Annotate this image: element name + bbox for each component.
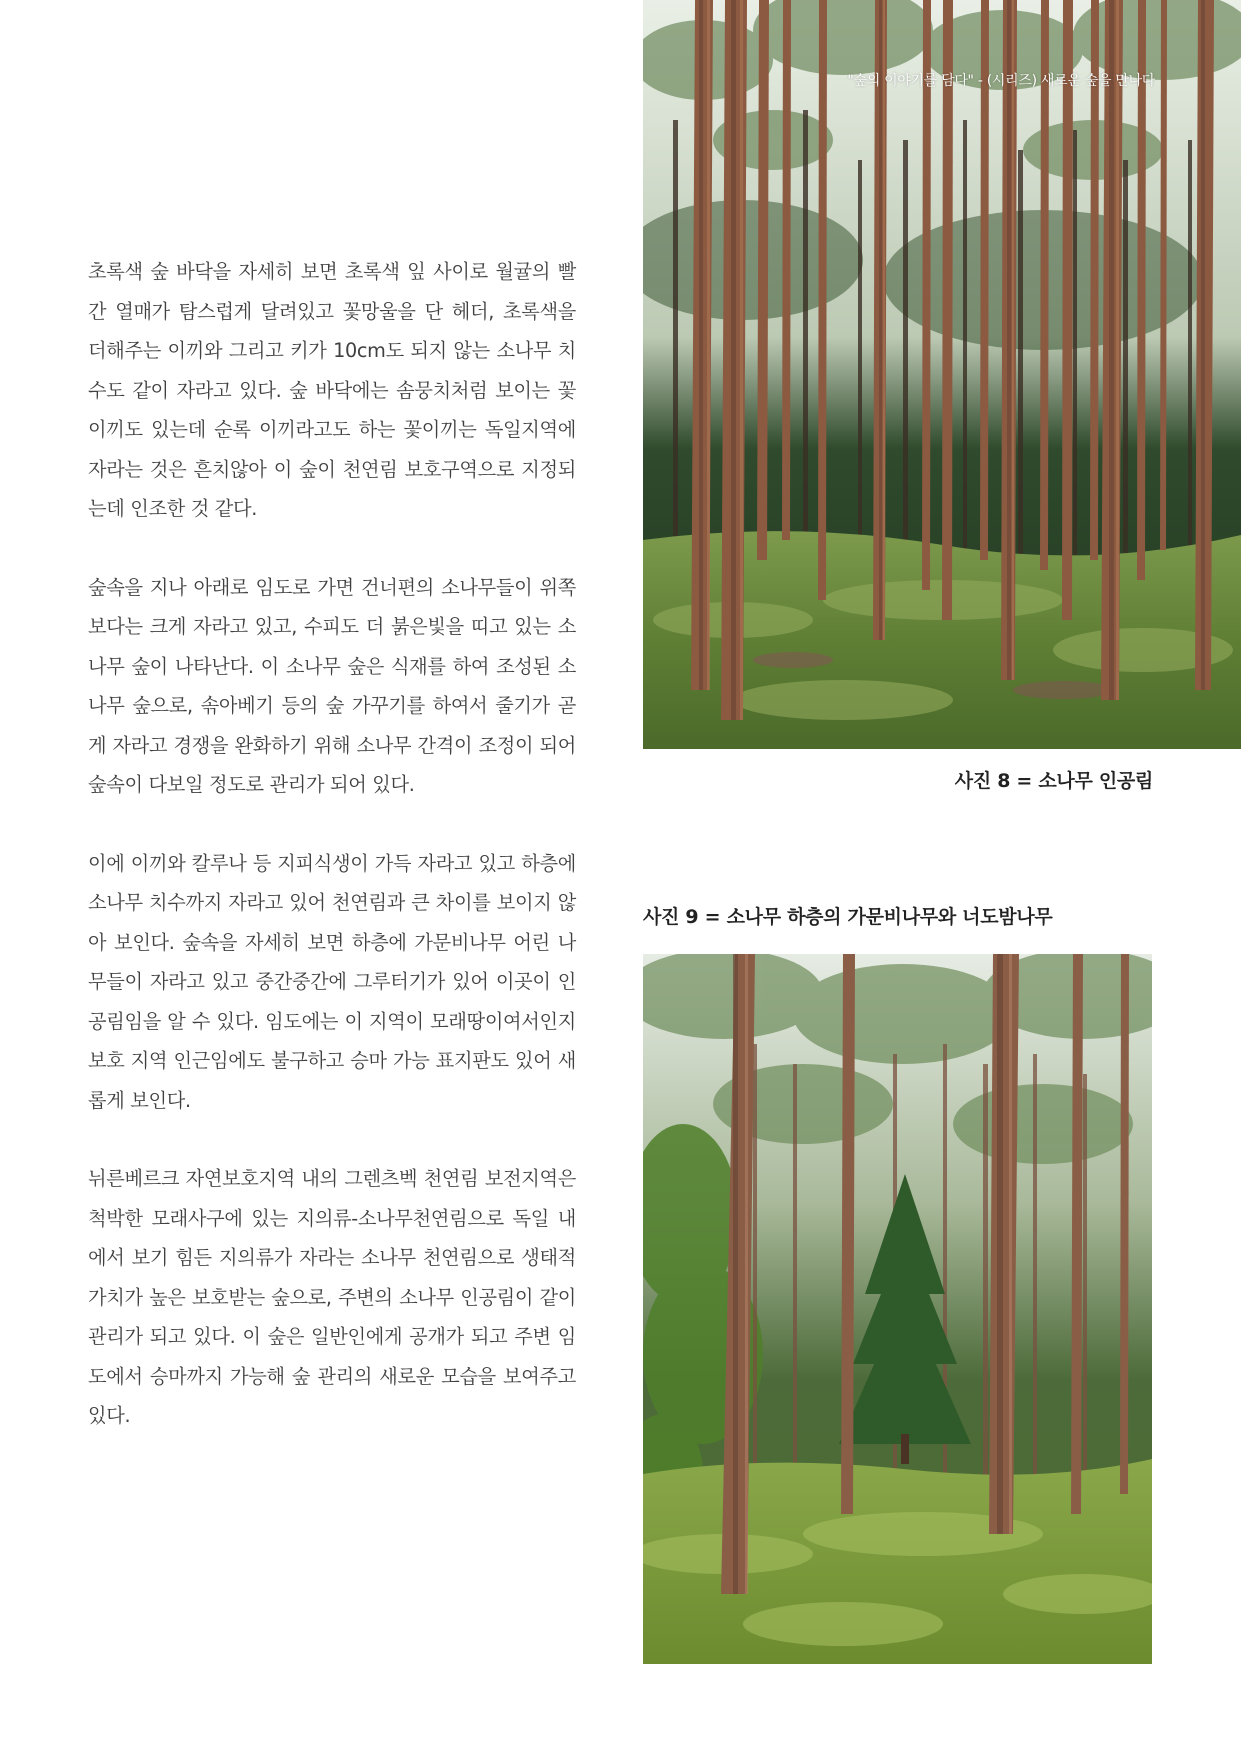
paragraph-3: 이에 이끼와 칼루나 등 지피식생이 가득 자라고 있고 하층에 소나무 치수까지 자라고 있어 천연림과 큰 차이를 보이지 않아 보인다. 숲속을 자세히 보면 하층에 가문비나무 어린 나무들이 자라고 있고 중간중간에 그루터기가 있어 이곳이 인공림임을 알 수 있다. 임도에는 이 지역이 모래땅이여서인지 보호 지역 인근임에도 불구하고 승마 가능 표지판도 있어 새롭게 보인다. [88, 851, 576, 1112]
photo-pine-plantation [643, 0, 1241, 749]
photo-spruce-beech-understory [643, 954, 1152, 1664]
paragraph-1: 초록색 숲 바닥을 자세히 보면 초록색 잎 사이로 월귤의 빨간 열매가 탐스럽게 달려있고 꽃망울을 단 헤더, 초록색을 더해주는 이끼와 그리고 키가 10cm도 되지 않는 소나무 치수도 같이 자라고 있다. 숲 바닥에는 솜뭉치처럼 보이는 꽃이끼도 있는데 순록 이끼라고도 하는 꽃이끼는 독일지역에 자라는 것은 흔치않아 이 숲이 천연림 보호구역으로 지정되는데 인조한 것 같다. [88, 260, 576, 520]
photo-9-caption: 사진 9 = 소나무 하층의 가문비나무와 너도밤나무 [643, 906, 1053, 928]
article-body [88, 252, 576, 1475]
paragraph-4: 뉘른베르크 자연보호지역 내의 그렌츠벡 천연림 보전지역은 척박한 모래사구에 있는 지의류-소나무천연림으로 독일 내에서 보기 힘든 지의류가 자라는 소나무 천연림으로 생태적 가치가 높은 보호받는 숲으로, 주변의 소나무 인공림이 같이 관리가 되고 있다. 이 숲은 일반인에게 공개가 되고 주변 임도에서 승마까지 가능해 숲 관리의 새로운 모습을 보여주고 있다. [88, 1167, 576, 1427]
series-header: "숲의 이야기를 담다" - (시리즈) 새로운 숲을 만나다 [847, 73, 1155, 89]
paragraph-2: 숲속을 지나 아래로 임도로 가면 건너편의 소나무들이 위쪽보다는 크게 자라고 있고, 수피도 더 붉은빛을 띠고 있는 소나무 숲이 나타난다. 이 소나무 숲은 식재를 하여 조성된 소나무 숲으로, 솎아베기 등의 숲 가꾸기를 하여서 줄기가 곧게 자라고 경쟁을 완화하기 위해 소나무 간격이 조정이 되어 숲속이 다보일 정도로 관리가 되어 있다. [88, 575, 576, 796]
photo-8-caption: 사진 8 = 소나무 인공림 [954, 770, 1153, 792]
